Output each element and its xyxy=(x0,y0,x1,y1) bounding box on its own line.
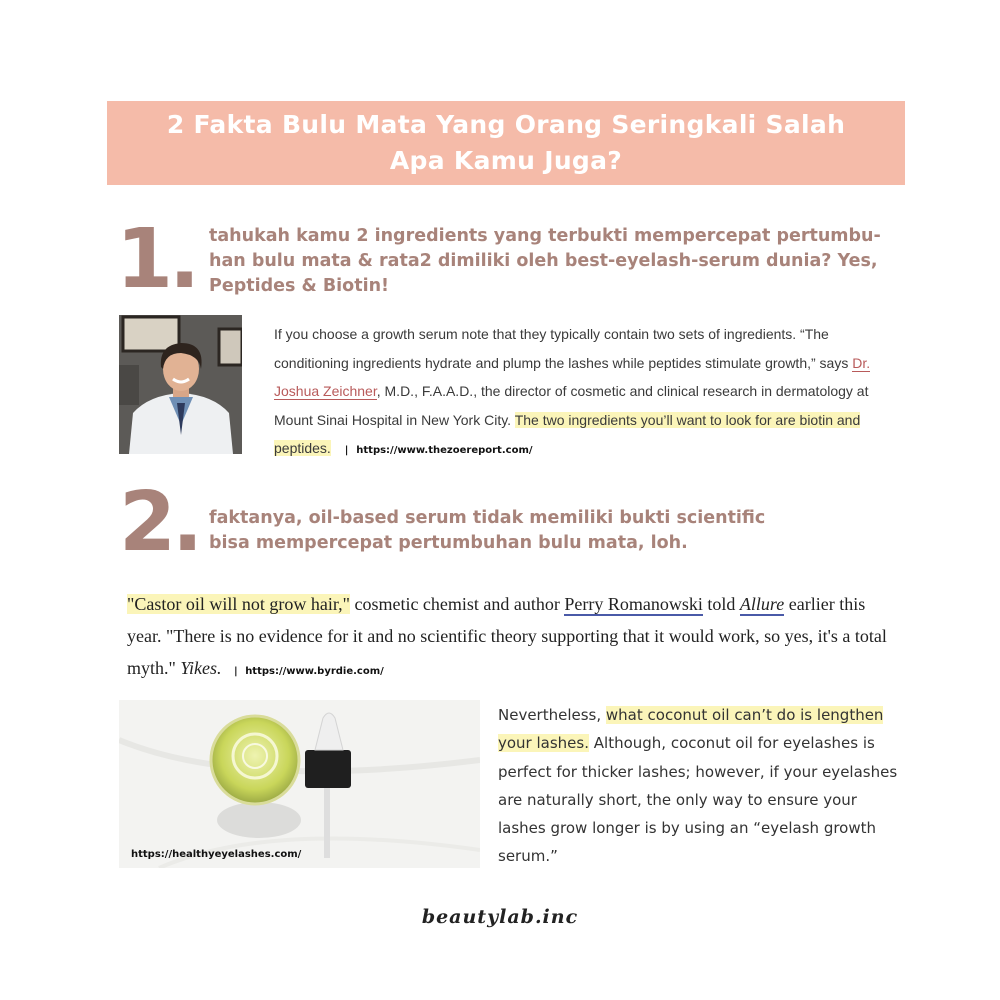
coconut-oil-paragraph xyxy=(498,701,898,871)
serum-bottle-photo xyxy=(119,700,480,868)
source-separator: | xyxy=(344,445,349,456)
fact-1-quote xyxy=(274,320,894,466)
title-line-1: 2 Fakta Bulu Mata Yang Orang Seringkali Salah xyxy=(166,110,846,139)
title-line-2: Apa Kamu Juga? xyxy=(389,146,623,175)
fact-number-1: 1. xyxy=(116,212,197,307)
fact-2-line-1: faktanya, oil-based serum tidak memiliki bukti scientific xyxy=(209,508,766,528)
source-link[interactable]: https://www.thezoereport.com/ xyxy=(356,445,533,456)
source-link[interactable]: https://www.byrdie.com/ xyxy=(245,666,384,677)
quote-italic: Yikes. xyxy=(180,658,222,678)
highlighted-text: what coconut oil can’t do is lengthen your lashes. xyxy=(498,706,884,753)
doctor-photo xyxy=(119,315,242,454)
doctor-name-link[interactable]: Dr. Joshua Zeichner xyxy=(274,354,871,399)
fact-1-line-1: tahukah kamu 2 ingredients yang terbukti mempercepat pertumbu- xyxy=(209,226,881,246)
highlighted-quote: The two ingredients you’ll want to look for are biotin and peptides. xyxy=(274,411,861,456)
quote-text: told xyxy=(702,594,740,614)
quote-text: cosmetic chemist and author xyxy=(349,594,565,614)
image-caption: https://healthyeyelashes.com/ xyxy=(131,849,302,860)
author-link[interactable]: Perry Romanowski xyxy=(564,594,703,614)
fact-1-line-2: han bulu mata & rata2 dimiliki oleh best-eyelash-serum dunia? Yes, xyxy=(209,251,878,271)
fact-2-heading xyxy=(209,506,765,556)
fact-1-line-3: Peptides & Biotin! xyxy=(209,276,390,296)
fact-number-2: 2. xyxy=(119,475,200,570)
quote-text: earlier this year. "There is no evidence for it and no scientific theory supporting that it would work, so yes, it's a total myth." xyxy=(127,594,887,678)
source-separator: | xyxy=(234,666,238,677)
highlighted-quote: "Castor oil will not grow hair," xyxy=(127,594,350,614)
fact-2-line-2: bisa mempercepat pertumbuhan bulu mata, loh. xyxy=(209,533,688,553)
paragraph-text: Although, coconut oil for eyelashes is perfect for thicker lashes; however, if your eyelashes are naturally short, the only way to ensure your lashes grow longer is by using an “eyelash growth serum.” xyxy=(498,734,898,866)
title-banner xyxy=(107,101,905,185)
quote-text: If you choose a growth serum note that they typically contain two sets of ingredients. “The conditioning ingredients hydrate and plump the lashes while peptides stimulate growth,” says xyxy=(274,326,853,371)
fact-1-heading xyxy=(209,224,881,299)
brand-logo: beautylab.inc xyxy=(421,906,579,928)
publication-link[interactable]: Allure xyxy=(739,594,785,614)
paragraph-text: Nevertheless, xyxy=(498,706,606,724)
quote-text: , M.D., F.A.A.D., the director of cosmetic and clinical research in dermatology at Mount Sinai Hospital in New York City. xyxy=(274,383,869,428)
fact-2-quote xyxy=(127,588,887,688)
